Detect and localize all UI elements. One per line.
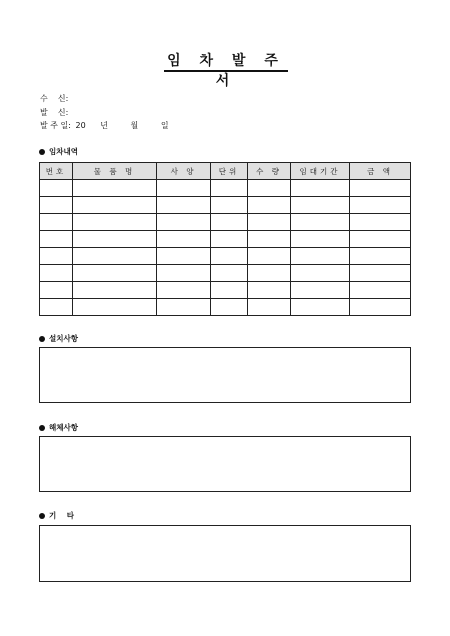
installation-notes-box[interactable] [39,347,411,403]
table-row [40,248,411,265]
table-cell[interactable] [157,231,211,248]
table-cell[interactable] [350,231,411,248]
other-section-heading [39,510,74,521]
table-cell[interactable] [157,214,211,231]
bullet-icon [39,425,45,431]
date-year-prefix: 20 [75,121,86,130]
table-cell[interactable] [291,180,350,197]
table-cell[interactable] [40,282,73,299]
table-cell[interactable] [248,248,291,265]
table-cell[interactable] [211,214,248,231]
table-cell[interactable] [248,231,291,248]
rental-items-table [39,162,411,316]
column-header: 금 액 [350,163,411,180]
table-cell[interactable] [40,299,73,316]
bullet-icon [39,149,45,155]
document-title: 임 차 발 주 서 [167,53,285,89]
table-header-row [40,163,411,180]
table-cell[interactable] [350,214,411,231]
table-cell[interactable] [350,180,411,197]
table-cell[interactable] [248,265,291,282]
table-cell[interactable] [248,180,291,197]
column-header: 사 양 [157,163,211,180]
other-notes-box[interactable] [39,525,411,582]
table-cell[interactable] [211,299,248,316]
table-cell[interactable] [40,248,73,265]
table-cell[interactable] [157,265,211,282]
table-row [40,231,411,248]
table-cell[interactable] [350,197,411,214]
table-cell[interactable] [73,265,157,282]
sender-label: 발 신: [40,108,69,117]
table-cell[interactable] [291,214,350,231]
table-cell[interactable] [73,299,157,316]
table-cell[interactable] [211,248,248,265]
dismantle-section-label: 해체사항 [49,423,78,432]
table-row [40,299,411,316]
table-cell[interactable] [73,248,157,265]
bullet-icon [39,513,45,519]
table-cell[interactable] [291,248,350,265]
table-cell[interactable] [211,282,248,299]
order-date-label: 발 주 일: [40,121,71,130]
sender-row [40,108,68,117]
dismantle-section-heading [39,422,78,433]
table-cell[interactable] [291,282,350,299]
dismantle-notes-box[interactable] [39,436,411,492]
column-header: 번호 [40,163,73,180]
bullet-icon [39,336,45,342]
other-section-label: 기 타 [49,511,74,520]
date-year-unit: 년 [100,121,108,130]
table-cell[interactable] [291,265,350,282]
table-cell[interactable] [73,214,157,231]
table-cell[interactable] [73,197,157,214]
table-body [40,180,411,316]
date-day-unit: 일 [160,121,169,130]
table-cell[interactable] [291,299,350,316]
installation-section-label: 설치사항 [49,334,78,343]
table-cell[interactable] [157,282,211,299]
table-cell[interactable] [73,180,157,197]
column-header: 물 품 명 [73,163,157,180]
table-cell[interactable] [350,282,411,299]
title-underline [164,70,288,72]
table-cell[interactable] [291,231,350,248]
table-cell[interactable] [40,265,73,282]
table-cell[interactable] [73,231,157,248]
table-cell[interactable] [211,231,248,248]
order-date-row [40,121,169,130]
table-cell[interactable] [350,265,411,282]
table-cell[interactable] [248,214,291,231]
table-row [40,282,411,299]
items-section-label: 임차내역 [49,147,78,156]
table-cell[interactable] [40,180,73,197]
table-cell[interactable] [40,214,73,231]
installation-section-heading [39,333,78,344]
table-cell[interactable] [350,248,411,265]
table-cell[interactable] [157,197,211,214]
table-cell[interactable] [350,299,411,316]
column-header: 단위 [211,163,248,180]
recipient-row [40,94,68,103]
table-row [40,197,411,214]
table-cell[interactable] [40,197,73,214]
table-cell[interactable] [211,197,248,214]
table-cell[interactable] [40,231,73,248]
table-cell[interactable] [157,248,211,265]
table-row [40,180,411,197]
table-cell[interactable] [291,197,350,214]
table-cell[interactable] [211,265,248,282]
table-cell[interactable] [157,299,211,316]
table-cell[interactable] [248,282,291,299]
column-header: 임대기간 [291,163,350,180]
table-cell[interactable] [248,299,291,316]
table-cell[interactable] [73,282,157,299]
table-row [40,265,411,282]
date-month-unit: 월 [130,121,139,130]
items-section-heading [39,146,78,157]
recipient-label: 수 신: [40,94,69,103]
column-header: 수 량 [248,163,291,180]
table-row [40,214,411,231]
table-cell[interactable] [211,180,248,197]
table-cell[interactable] [157,180,211,197]
table-cell[interactable] [248,197,291,214]
